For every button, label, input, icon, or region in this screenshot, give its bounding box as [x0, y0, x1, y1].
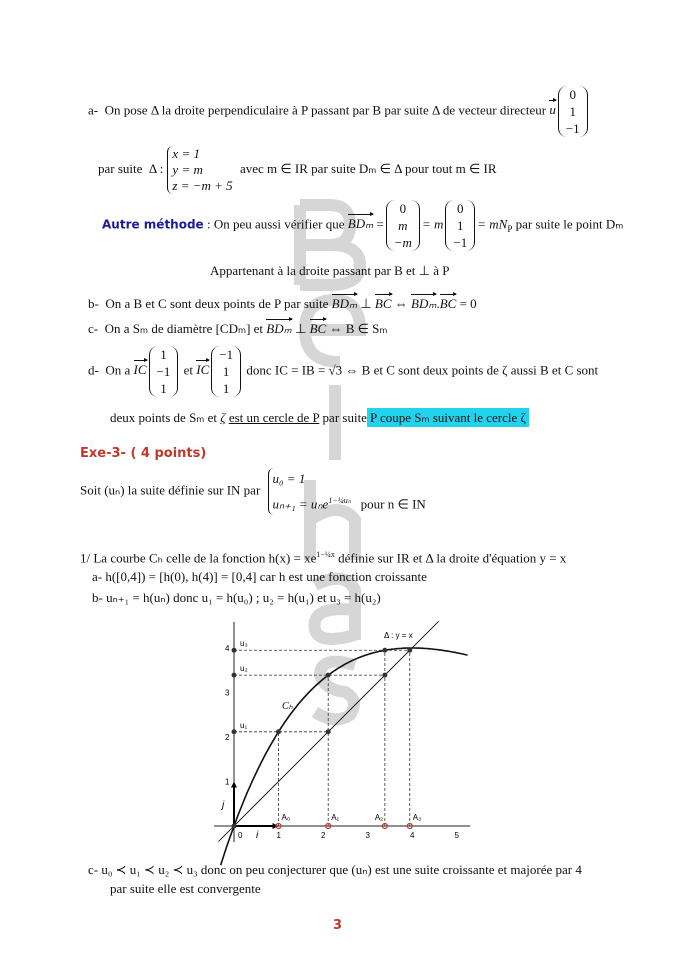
- matrix-entry: 1: [222, 364, 230, 379]
- a-label: A₃: [412, 813, 422, 822]
- j-label: j: [222, 800, 225, 811]
- y-tick-label: 2: [225, 733, 230, 742]
- exponent: 1−¼x: [316, 550, 335, 559]
- y-tick-label: 1: [225, 777, 230, 787]
- u-label: u₁: [240, 720, 248, 730]
- subscript: P: [507, 224, 513, 235]
- autre-methode-line: Autre méthode : On peu aussi vérifier que BDₘ = 0 m −m = m 0 1 −1 = $mN_P$ par suite le point Dₘ: [102, 201, 624, 250]
- y-axis-point: [232, 648, 237, 653]
- text: ⇔: [394, 296, 408, 311]
- text: = 0: [459, 296, 477, 311]
- vector-bdm: BDₘ: [347, 216, 374, 232]
- vector: BDₘ: [411, 296, 437, 311]
- matrix-entry: 1: [160, 381, 167, 396]
- text: et: [183, 362, 193, 378]
- matrix-entry: 1: [222, 381, 230, 396]
- curve-point: [382, 648, 387, 653]
- text: ⇔ B ∈ Sₘ: [329, 321, 388, 336]
- line-label: Δ : y = x: [384, 631, 413, 640]
- a-label: A₂: [374, 813, 384, 822]
- text: On a Sₘ de diamètre [CDₘ] et: [104, 321, 264, 336]
- matrix-entry: 0: [569, 87, 577, 102]
- part-a-text: On pose Δ la droite perpendiculaire à P passant par B par suite Δ de vecteur directeur: [104, 102, 547, 118]
- autre-methode-label: Autre méthode: [102, 217, 204, 232]
- vector: BC: [439, 296, 457, 311]
- exponent: 1−¼uₙ: [328, 496, 351, 505]
- y-tick-label: 4: [225, 644, 230, 653]
- a-label: A₁: [331, 813, 340, 822]
- matrix-entry: 1: [569, 104, 577, 119]
- curve-label: Cₕ: [282, 701, 293, 712]
- vector: BDₘ: [331, 296, 358, 311]
- a-label: A₀: [281, 813, 291, 822]
- q1-c-line: c- u₀ ≺ u₁ ≺ u₂ ≺ u₃ donc on peu conjecturer que (uₙ) est une suite croissante et majorée par 4: [88, 862, 582, 877]
- curve-point: [326, 673, 331, 678]
- item-label: d-: [88, 362, 99, 378]
- system-line: z = −m + 5: [172, 178, 233, 193]
- system-line: u₀ = 1: [272, 471, 306, 486]
- matrix-entry: −1: [565, 121, 580, 136]
- text: Soit (uₙ) la suite définie sur IN par: [80, 482, 261, 498]
- text: ⊥: [360, 296, 372, 311]
- q1-c-line2: par suite elle est convergente: [110, 881, 261, 896]
- x-tick-label: 1: [276, 831, 281, 840]
- text: deux points de Sₘ et: [110, 410, 218, 425]
- q1-b-line: b- uₙ₊₁ = h(uₙ) donc u₁ = h(u₀) ; u₂ = h(u₁) et u₃ = h(u₂): [92, 590, 381, 605]
- text: .: [436, 296, 440, 311]
- text: avec m ∈ IR par suite Dₘ ∈ Δ pour tout m ∈ IR: [239, 160, 497, 176]
- vector: BDₘ: [266, 321, 292, 336]
- text: par suite: [98, 160, 143, 176]
- highlighted-conclusion: P coupe Sₘ suivant le cercle ζ: [367, 408, 529, 427]
- y-axis-point: [232, 673, 237, 678]
- text: définie sur IR et Δ la droite d'équation y = x: [338, 550, 567, 566]
- vector: IC: [133, 362, 147, 378]
- text: est un cercle de P: [228, 410, 320, 425]
- text: ⊥: [294, 321, 307, 336]
- text: par suite le point Dₘ: [515, 216, 624, 232]
- page-number: 3: [333, 918, 343, 933]
- vector-u: u: [549, 102, 556, 118]
- q1-a-line: a- h([0,4]) = [h(0), h(4)] = [0,4] car h est une fonction croissante: [92, 569, 427, 584]
- text: On a B et C sont deux points de P par suite: [105, 296, 329, 311]
- text: On a: [105, 362, 131, 378]
- i-label: i: [256, 830, 259, 841]
- text: par suite: [322, 410, 367, 425]
- x-tick-label: 5: [454, 831, 459, 840]
- text: 1/ La courbe Cₕ celle de la fonction h(x) = xe: [80, 550, 317, 566]
- matrix-entry: m: [398, 218, 408, 233]
- x-tick-label: 3: [365, 831, 370, 840]
- system-name: Δ :: [148, 160, 164, 176]
- matrix-entry: 1: [160, 347, 167, 362]
- text: = m: [421, 216, 444, 232]
- matrix-entry: −1: [156, 364, 171, 379]
- text: ζ: [220, 410, 226, 425]
- x-tick-label: 2: [321, 831, 326, 840]
- item-label: b-: [88, 296, 99, 311]
- matrix-entry: 0: [457, 201, 464, 216]
- text: donc IC = IB = √3 ⇔ B et C sont deux points de ζ aussi B et C sont: [246, 362, 599, 378]
- vector: IC: [196, 362, 210, 378]
- x-tick-label: 0: [238, 831, 243, 840]
- y-tick-label: 3: [225, 688, 230, 698]
- text: pour n ∈ IN: [360, 496, 426, 512]
- autre-methode-line2: Appartenant à la droite passant par B et ⊥ à P: [210, 263, 450, 278]
- matrix-entry: −1: [219, 347, 234, 362]
- item-label: a-: [88, 102, 99, 118]
- item-label: c-: [88, 321, 99, 336]
- system-line: y = m: [172, 162, 203, 177]
- vector: BC: [374, 296, 392, 311]
- matrix-entry: 1: [457, 218, 464, 233]
- text: = mN: [477, 216, 508, 232]
- u-label: u₃: [240, 639, 248, 649]
- arrow-j-icon: [231, 782, 237, 788]
- exercise-title: Exe-3- ( 4 points): [80, 446, 207, 461]
- y-axis-point: [232, 729, 237, 734]
- u-label: u₂: [240, 664, 248, 674]
- matrix-entry: −1: [453, 235, 468, 250]
- origin-point: [232, 824, 237, 829]
- matrix-entry: −m: [393, 235, 412, 250]
- curve-point: [276, 729, 281, 734]
- matrix-entry: 0: [399, 201, 407, 216]
- system-line: x = 1: [172, 146, 200, 161]
- vector: BC: [309, 321, 327, 336]
- x-tick-label: 4: [410, 831, 415, 840]
- text: : On peu aussi vérifier que: [206, 216, 345, 232]
- system-line: uₙ₊₁ = uₙe: [272, 496, 329, 512]
